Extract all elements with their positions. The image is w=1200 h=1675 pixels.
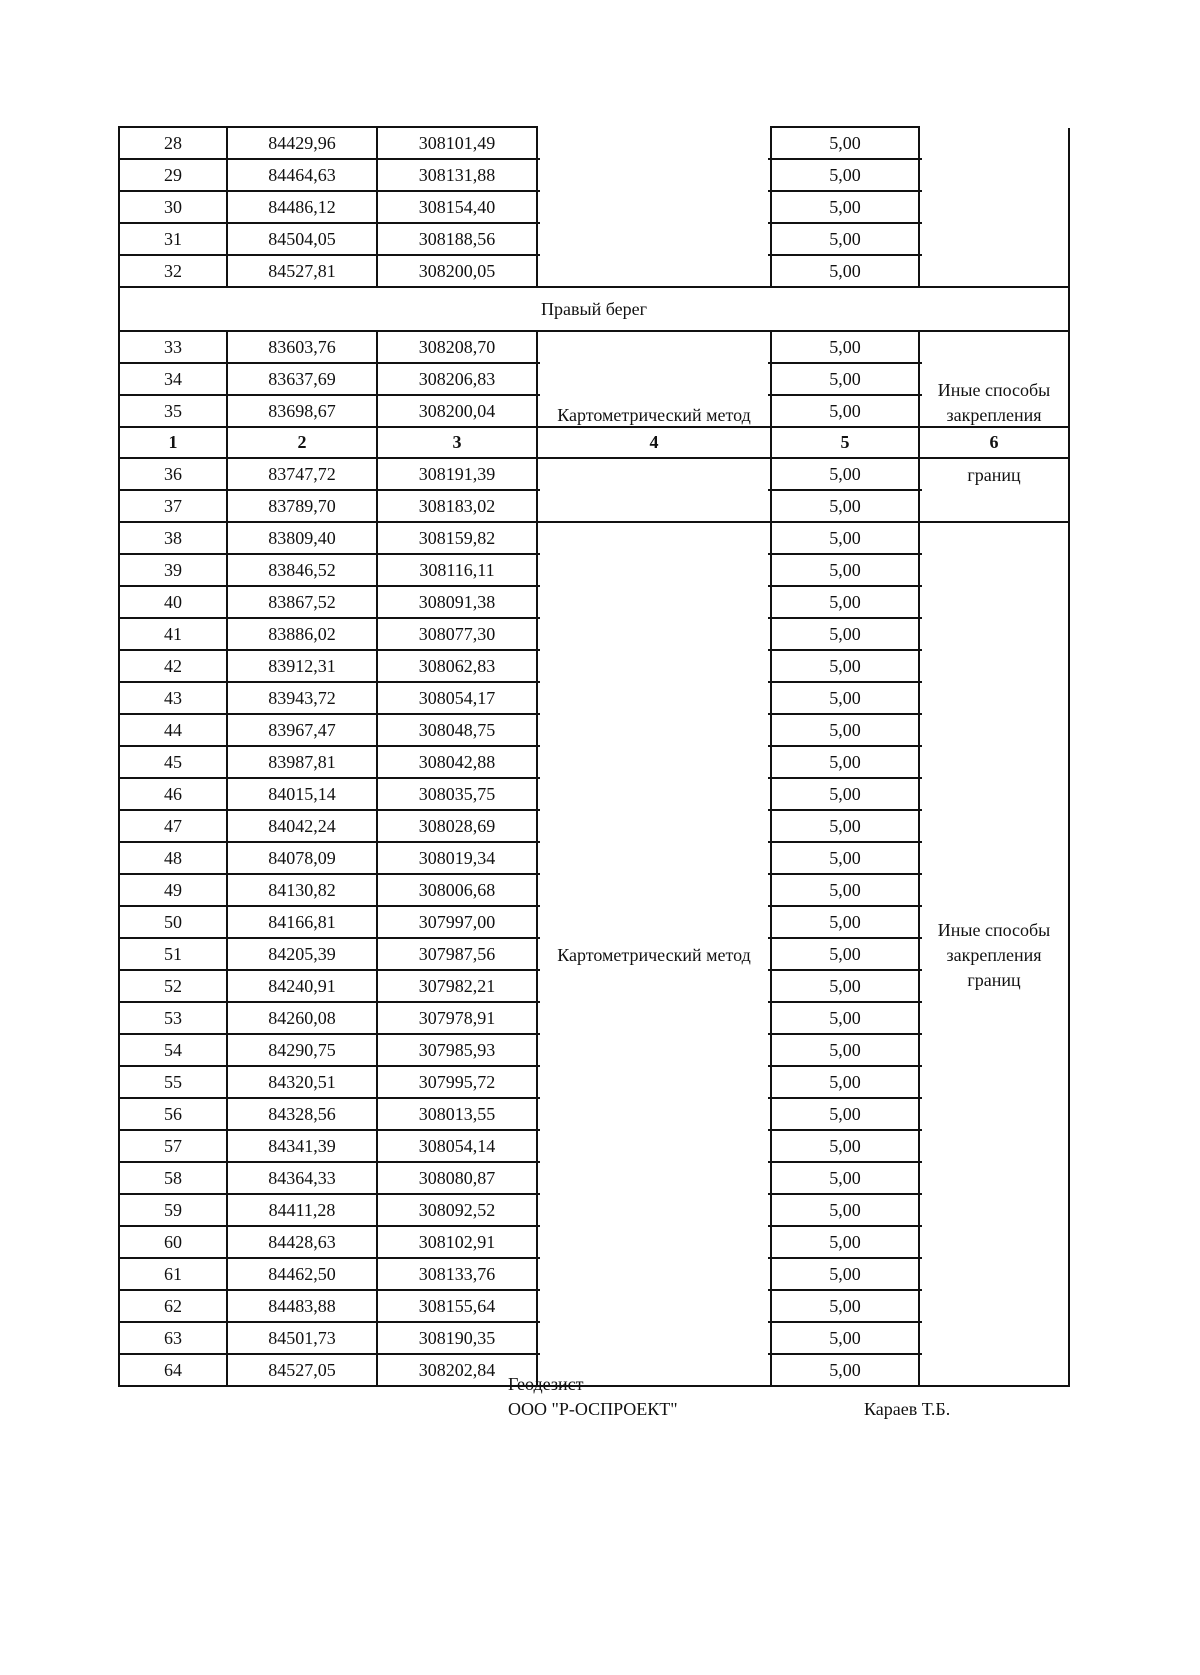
point-number-cell: 29 xyxy=(118,160,228,190)
y-coordinate-cell: 308131,88 xyxy=(378,160,538,190)
y-coordinate-cell: 307987,56 xyxy=(378,939,538,969)
accuracy-cell: 5,00 xyxy=(770,128,920,158)
x-coordinate-cell: 84486,12 xyxy=(228,192,378,222)
point-number-cell: 48 xyxy=(118,843,228,873)
point-number-cell: 32 xyxy=(118,256,228,286)
point-number-cell: 40 xyxy=(118,587,228,617)
x-coordinate-cell: 84428,63 xyxy=(228,1227,378,1257)
x-coordinate-cell: 84464,63 xyxy=(228,160,378,190)
y-coordinate-cell: 308080,87 xyxy=(378,1163,538,1193)
x-coordinate-cell: 84483,88 xyxy=(228,1291,378,1321)
point-number-cell: 59 xyxy=(118,1195,228,1225)
column-header-4: 4 xyxy=(649,432,659,452)
y-coordinate-cell: 308159,82 xyxy=(378,523,538,553)
x-coordinate-cell: 84341,39 xyxy=(228,1131,378,1161)
fixing-method-cell: Иные способы закрепления границ xyxy=(920,523,1070,1387)
y-coordinate-cell: 308208,70 xyxy=(378,332,538,362)
point-number-cell: 35 xyxy=(118,396,228,426)
y-coordinate-cell: 308133,76 xyxy=(378,1259,538,1289)
x-coordinate-cell: 83789,70 xyxy=(228,491,378,521)
y-coordinate-cell: 308155,64 xyxy=(378,1291,538,1321)
y-coordinate-cell: 308190,35 xyxy=(378,1323,538,1353)
accuracy-cell: 5,00 xyxy=(770,364,920,394)
accuracy-cell: 5,00 xyxy=(770,875,920,905)
x-coordinate-cell: 84130,82 xyxy=(228,875,378,905)
point-number-cell: 57 xyxy=(118,1131,228,1161)
point-number-cell: 56 xyxy=(118,1099,228,1129)
point-number-cell: 41 xyxy=(118,619,228,649)
x-coordinate-cell: 83698,67 xyxy=(228,396,378,426)
accuracy-cell: 5,00 xyxy=(770,1291,920,1321)
bank-label: Правый берег xyxy=(118,288,1070,330)
x-coordinate-cell: 84462,50 xyxy=(228,1259,378,1289)
fixing-method-cell xyxy=(920,128,1070,288)
y-coordinate-cell: 308077,30 xyxy=(378,619,538,649)
x-coordinate-cell: 84328,56 xyxy=(228,1099,378,1129)
point-number-cell: 43 xyxy=(118,683,228,713)
x-coordinate-cell: 84320,51 xyxy=(228,1067,378,1097)
accuracy-cell: 5,00 xyxy=(770,683,920,713)
x-coordinate-cell: 83987,81 xyxy=(228,747,378,777)
accuracy-cell: 5,00 xyxy=(770,1131,920,1161)
column-number-header xyxy=(118,428,1070,459)
x-coordinate-cell: 84429,96 xyxy=(228,128,378,158)
determination-method-cell: Картометрический метод xyxy=(557,944,751,965)
accuracy-cell: 5,00 xyxy=(770,396,920,426)
y-coordinate-cell: 308054,17 xyxy=(378,683,538,713)
x-coordinate-cell: 83867,52 xyxy=(228,587,378,617)
accuracy-cell: 5,00 xyxy=(770,459,920,489)
accuracy-cell: 5,00 xyxy=(770,491,920,521)
y-coordinate-cell: 307982,21 xyxy=(378,971,538,1001)
y-coordinate-cell: 308054,14 xyxy=(378,1131,538,1161)
accuracy-cell: 5,00 xyxy=(770,523,920,553)
column-header-6: 6 xyxy=(920,428,1070,457)
y-coordinate-cell: 308154,40 xyxy=(378,192,538,222)
x-coordinate-cell: 83846,52 xyxy=(228,555,378,585)
accuracy-cell: 5,00 xyxy=(770,779,920,809)
point-number-cell: 30 xyxy=(118,192,228,222)
accuracy-cell: 5,00 xyxy=(770,843,920,873)
y-coordinate-cell: 308101,49 xyxy=(378,128,538,158)
fixing-method-cell: Иные способы закрепления xyxy=(920,332,1070,428)
point-number-cell: 55 xyxy=(118,1067,228,1097)
accuracy-cell: 5,00 xyxy=(770,811,920,841)
accuracy-cell: 5,00 xyxy=(770,192,920,222)
point-number-cell: 49 xyxy=(118,875,228,905)
accuracy-cell: 5,00 xyxy=(770,619,920,649)
point-number-cell: 34 xyxy=(118,364,228,394)
y-coordinate-cell: 308006,68 xyxy=(378,875,538,905)
point-number-cell: 51 xyxy=(118,939,228,969)
x-coordinate-cell: 83967,47 xyxy=(228,715,378,745)
point-number-cell: 33 xyxy=(118,332,228,362)
accuracy-cell: 5,00 xyxy=(770,256,920,286)
accuracy-cell: 5,00 xyxy=(770,555,920,585)
point-number-cell: 28 xyxy=(118,128,228,158)
accuracy-cell: 5,00 xyxy=(770,1035,920,1065)
y-coordinate-cell: 307978,91 xyxy=(378,1003,538,1033)
point-number-cell: 52 xyxy=(118,971,228,1001)
accuracy-cell: 5,00 xyxy=(770,587,920,617)
x-coordinate-cell: 84260,08 xyxy=(228,1003,378,1033)
accuracy-cell: 5,00 xyxy=(770,1163,920,1193)
accuracy-cell: 5,00 xyxy=(770,1323,920,1353)
accuracy-cell: 5,00 xyxy=(770,1067,920,1097)
accuracy-cell: 5,00 xyxy=(770,1355,920,1385)
point-number-cell: 37 xyxy=(118,491,228,521)
y-coordinate-cell: 308200,05 xyxy=(378,256,538,286)
point-number-cell: 46 xyxy=(118,779,228,809)
column-header-2: 2 xyxy=(228,428,378,457)
x-coordinate-cell: 83886,02 xyxy=(228,619,378,649)
x-coordinate-cell: 84042,24 xyxy=(228,811,378,841)
point-number-cell: 36 xyxy=(118,459,228,489)
y-coordinate-cell: 308191,39 xyxy=(378,459,538,489)
accuracy-cell: 5,00 xyxy=(770,939,920,969)
y-coordinate-cell: 308042,88 xyxy=(378,747,538,777)
x-coordinate-cell: 83637,69 xyxy=(228,364,378,394)
accuracy-cell: 5,00 xyxy=(770,651,920,681)
x-coordinate-cell: 84166,81 xyxy=(228,907,378,937)
x-coordinate-cell: 84290,75 xyxy=(228,1035,378,1065)
y-coordinate-cell: 308028,69 xyxy=(378,811,538,841)
x-coordinate-cell: 84504,05 xyxy=(228,224,378,254)
accuracy-cell: 5,00 xyxy=(770,971,920,1001)
y-coordinate-cell: 308013,55 xyxy=(378,1099,538,1129)
point-number-cell: 60 xyxy=(118,1227,228,1257)
y-coordinate-cell: 308188,56 xyxy=(378,224,538,254)
point-number-cell: 38 xyxy=(118,523,228,553)
footer-role: Геодезист xyxy=(508,1374,584,1394)
fixing-method-cell: границ xyxy=(920,459,1070,523)
point-number-cell: 54 xyxy=(118,1035,228,1065)
accuracy-cell: 5,00 xyxy=(770,1227,920,1257)
accuracy-cell: 5,00 xyxy=(770,1195,920,1225)
x-coordinate-cell: 83912,31 xyxy=(228,651,378,681)
determination-method-cell xyxy=(538,459,770,523)
point-number-cell: 50 xyxy=(118,907,228,937)
point-number-cell: 58 xyxy=(118,1163,228,1193)
point-number-cell: 45 xyxy=(118,747,228,777)
x-coordinate-cell: 83943,72 xyxy=(228,683,378,713)
accuracy-cell: 5,00 xyxy=(770,224,920,254)
y-coordinate-cell: 307995,72 xyxy=(378,1067,538,1097)
x-coordinate-cell: 84240,91 xyxy=(228,971,378,1001)
point-number-cell: 61 xyxy=(118,1259,228,1289)
section-right-bank-a xyxy=(118,332,1070,428)
accuracy-cell: 5,00 xyxy=(770,715,920,745)
y-coordinate-cell: 308102,91 xyxy=(378,1227,538,1257)
point-number-cell: 39 xyxy=(118,555,228,585)
table-top-border xyxy=(118,126,1070,128)
x-coordinate-cell: 84411,28 xyxy=(228,1195,378,1225)
x-coordinate-cell: 84527,05 xyxy=(228,1355,378,1385)
y-coordinate-cell: 308048,75 xyxy=(378,715,538,745)
y-coordinate-cell: 308183,02 xyxy=(378,491,538,521)
determination-method-cell: Картометрический метод xyxy=(557,405,751,425)
x-coordinate-cell: 83747,72 xyxy=(228,459,378,489)
y-coordinate-cell: 308019,34 xyxy=(378,843,538,873)
y-coordinate-cell: 308116,11 xyxy=(378,555,538,585)
y-coordinate-cell: 308035,75 xyxy=(378,779,538,809)
y-coordinate-cell: 308062,83 xyxy=(378,651,538,681)
x-coordinate-cell: 84364,33 xyxy=(228,1163,378,1193)
section-upstream xyxy=(118,128,1070,288)
x-coordinate-cell: 83809,40 xyxy=(228,523,378,553)
accuracy-cell: 5,00 xyxy=(770,1003,920,1033)
bank-label-row xyxy=(118,288,1070,332)
determination-method-cell xyxy=(538,128,770,288)
x-coordinate-cell: 84078,09 xyxy=(228,843,378,873)
section-right-bank-b xyxy=(118,459,1070,523)
point-number-cell: 44 xyxy=(118,715,228,745)
point-number-cell: 62 xyxy=(118,1291,228,1321)
section-right-bank-c xyxy=(118,523,1070,1387)
accuracy-cell: 5,00 xyxy=(770,160,920,190)
y-coordinate-cell: 308092,52 xyxy=(378,1195,538,1225)
column-header-3: 3 xyxy=(378,428,538,457)
y-coordinate-cell: 308202,84 xyxy=(378,1355,538,1385)
point-number-cell: 53 xyxy=(118,1003,228,1033)
accuracy-cell: 5,00 xyxy=(770,747,920,777)
accuracy-cell: 5,00 xyxy=(770,907,920,937)
column-header-5: 5 xyxy=(770,428,920,457)
y-coordinate-cell: 308206,83 xyxy=(378,364,538,394)
accuracy-cell: 5,00 xyxy=(770,1099,920,1129)
point-number-cell: 63 xyxy=(118,1323,228,1353)
point-number-cell: 31 xyxy=(118,224,228,254)
x-coordinate-cell: 83603,76 xyxy=(228,332,378,362)
x-coordinate-cell: 84205,39 xyxy=(228,939,378,969)
y-coordinate-cell: 308200,04 xyxy=(378,396,538,426)
coordinates-table xyxy=(118,128,1070,1387)
column-header-1: 1 xyxy=(118,428,228,457)
x-coordinate-cell: 84501,73 xyxy=(228,1323,378,1353)
point-number-cell: 64 xyxy=(118,1355,228,1385)
x-coordinate-cell: 84015,14 xyxy=(228,779,378,809)
y-coordinate-cell: 307985,93 xyxy=(378,1035,538,1065)
accuracy-cell: 5,00 xyxy=(770,332,920,362)
footer-company: ООО "Р-ОСПРОЕКТ" xyxy=(508,1399,678,1419)
y-coordinate-cell: 307997,00 xyxy=(378,907,538,937)
y-coordinate-cell: 308091,38 xyxy=(378,587,538,617)
accuracy-cell: 5,00 xyxy=(770,1259,920,1289)
point-number-cell: 47 xyxy=(118,811,228,841)
x-coordinate-cell: 84527,81 xyxy=(228,256,378,286)
footer-signatory: Караев Т.Б. xyxy=(864,1399,951,1419)
point-number-cell: 42 xyxy=(118,651,228,681)
